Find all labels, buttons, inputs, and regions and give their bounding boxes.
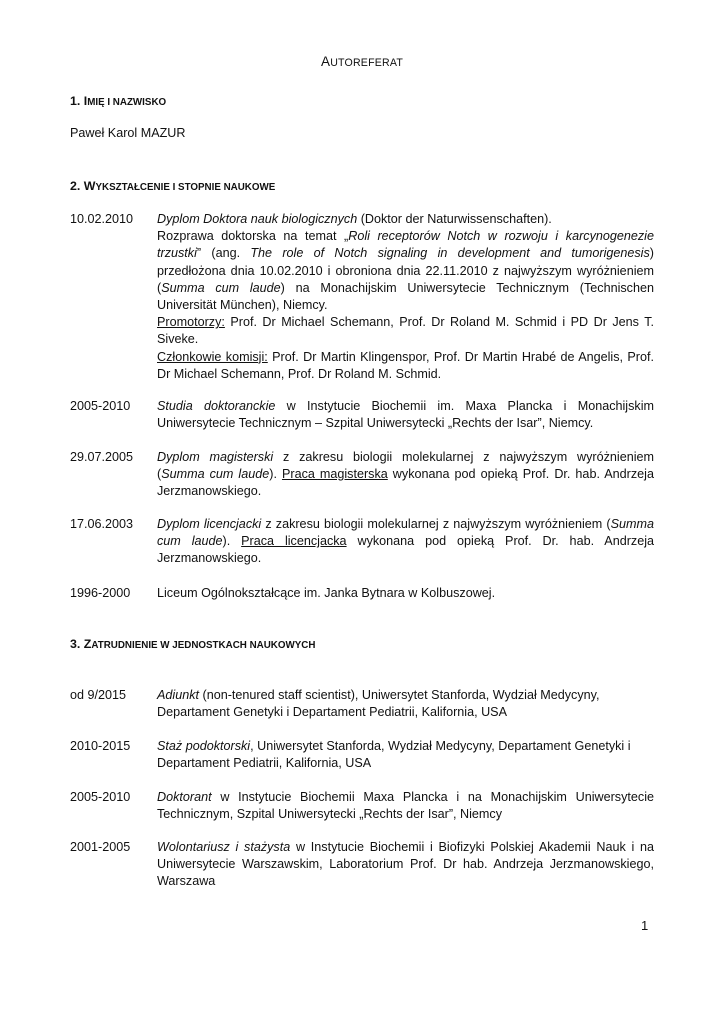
text: ” (ang. [196,246,251,261]
text: Rozprawa doktorska na temat „ [157,229,349,244]
entry-title: Studia doktoranckie [157,399,276,413]
entry-date: 29.07.2005 [70,450,134,464]
page-number: 1 [641,918,649,933]
entry-date: 2001-2005 [70,840,131,854]
honors: Summa cum laude [157,517,654,549]
entry-body [157,211,654,383]
entry-date: 2005-2010 [70,399,131,413]
position-title: Doktorant [157,790,212,804]
education-entry-phd-studies [70,398,654,432]
entry-body [157,839,654,891]
entry-date: 2010-2015 [70,739,131,753]
degree-note: (Doktor der Naturwissenschaften). [357,212,552,226]
entry-text: w Instytucie Biochemii im. Maxa Plancka i Monachijskim Uniwersytecie Technicznym – Szpital Uniwersytecki „Rechts der Isar”, Niemcy. [157,399,654,431]
thesis-label: Praca magisterska [281,467,388,482]
entry-text: wykonana pod opieką Prof. Dr. hab. Andrzeja Jerzmanowskiego. [157,534,654,566]
education-entry-masters [70,449,654,501]
entry-title: Dyplom licencjacki [157,517,262,531]
document-title [70,54,654,69]
thesis-title-en: The role of Notch signaling in development and tumorigenesis [250,246,650,261]
entry-body [157,516,654,568]
degree-name: Dyplom Doktora nauk biologicznych [157,212,358,226]
position-title: Staż podoktorski [157,739,251,753]
entry-body [157,738,654,772]
honors: Summa cum laude [161,467,270,482]
title-initial: A [320,54,331,69]
entry-body [157,789,654,823]
entry-line [157,211,654,228]
education-entry-doctorate [70,211,654,383]
position-title: Adiunkt [157,688,200,702]
section-2-title: YKSZTAŁCENIE I STOPNIE NAUKOWE [95,182,276,193]
entry-date: 2005-2010 [70,790,131,804]
entry-text: w Instytucie Biochemii i Biofizyki Polskiej Akademii Nauk i na Uniwersytecie Warszawskim, Laboratorium Prof. Dr hab. Andrzeja Jerzmanowskiego, Warszawa [157,840,655,889]
honors: Summa cum laude [161,280,281,295]
section-2-num: 2. W [70,179,96,193]
section-1-heading [70,94,166,108]
entry-date: od 9/2015 [70,688,127,702]
thesis-label: Praca licencjacka [241,534,347,549]
entry-date: 1996-2000 [70,586,131,600]
promoters-list: Prof. Dr Michael Schemann, Prof. Dr Roland M. Schmid i PD Dr Jens T. Siveke. [157,315,654,347]
education-entry-high-school [70,585,654,602]
employment-entry-adiunkt [70,687,654,721]
committee-label: Członkowie komisji: [157,349,268,364]
promoters-label: Promotorzy: [157,315,225,330]
entry-body [157,687,654,721]
text: ) przedłożona dnia 10.02.2010 i obroniona dnia 22.11.2010 z najwyższym wyróżnieniem ( [157,246,654,295]
entry-date: 17.06.2003 [70,517,134,531]
committee-list: Prof. Dr Martin Klingenspor, Prof. Dr Martin Hrabé de Angelis, Prof. Dr Michael Schemann, Prof. Dr Roland M. Schmid. [157,349,654,381]
section-3-title: ATRUDNIENIE W JEDNOSTKACH NAUKOWYCH [91,640,316,651]
employment-entry-doktorant [70,789,654,823]
section-3-heading [70,637,315,651]
entry-text: Liceum Ogólnokształcące im. Janka Bytnara w Kolbuszowej. [157,586,496,600]
entry-body [157,398,654,432]
employment-entry-volunteer [70,839,654,891]
thesis-title-pl: Roli receptorów Notch w rozwoju i karcynogenezie trzustki [157,229,654,261]
section-3-num: 3. Z [70,637,92,651]
entry-date: 10.02.2010 [70,212,134,226]
entry-text: wykonana pod opieką Prof. Dr. hab. Andrzeja Jerzmanowskiego. [157,467,654,499]
title-rest: UTOREFERAT [330,57,404,69]
entry-text: (non-tenured staff scientist), Uniwersytet Stanforda, Wydział Medycyny, Departament Genetyki i Departament Pediatrii, Kalifornia, USA [157,688,600,720]
promoters [157,314,654,348]
entry-text: ). [222,534,242,549]
education-entry-bachelors [70,516,654,568]
entry-text: w Instytucie Biochemii Maxa Plancka i na Monachijskim Uniwersytecie Technicznym, Szpital Uniwersytecki „Rechts der Isar”, Niemcy [157,790,654,822]
section-2-heading [70,179,275,193]
position-title: Wolontariusz i stażysta [157,840,291,854]
entry-paragraph [157,228,654,314]
committee [157,349,654,383]
entry-body [157,449,654,501]
entry-body [157,585,654,602]
entry-text: ). [269,467,282,482]
section-1-title: MIĘ I NAZWISKO [87,97,167,108]
entry-text: z zakresu biologii molekularnej z najwyższym wyróżnieniem ( [261,517,611,531]
entry-text: z zakresu biologii molekularnej z najwyższym wyróżnieniem ( [157,450,655,482]
text: ) na Monachijskim Uniwersytecie Technicznym (Technischen Universität München), Niemcy. [157,280,654,313]
entry-text: , Uniwersytet Stanforda, Wydział Medycyny, Departament Genetyki i Departament Pediatrii, Kalifornia, USA [157,739,631,771]
full-name: Paweł Karol MAZUR [70,126,186,140]
employment-entry-postdoc [70,738,654,772]
entry-title: Dyplom magisterski [157,450,274,464]
section-1-num: 1. I [70,94,88,108]
